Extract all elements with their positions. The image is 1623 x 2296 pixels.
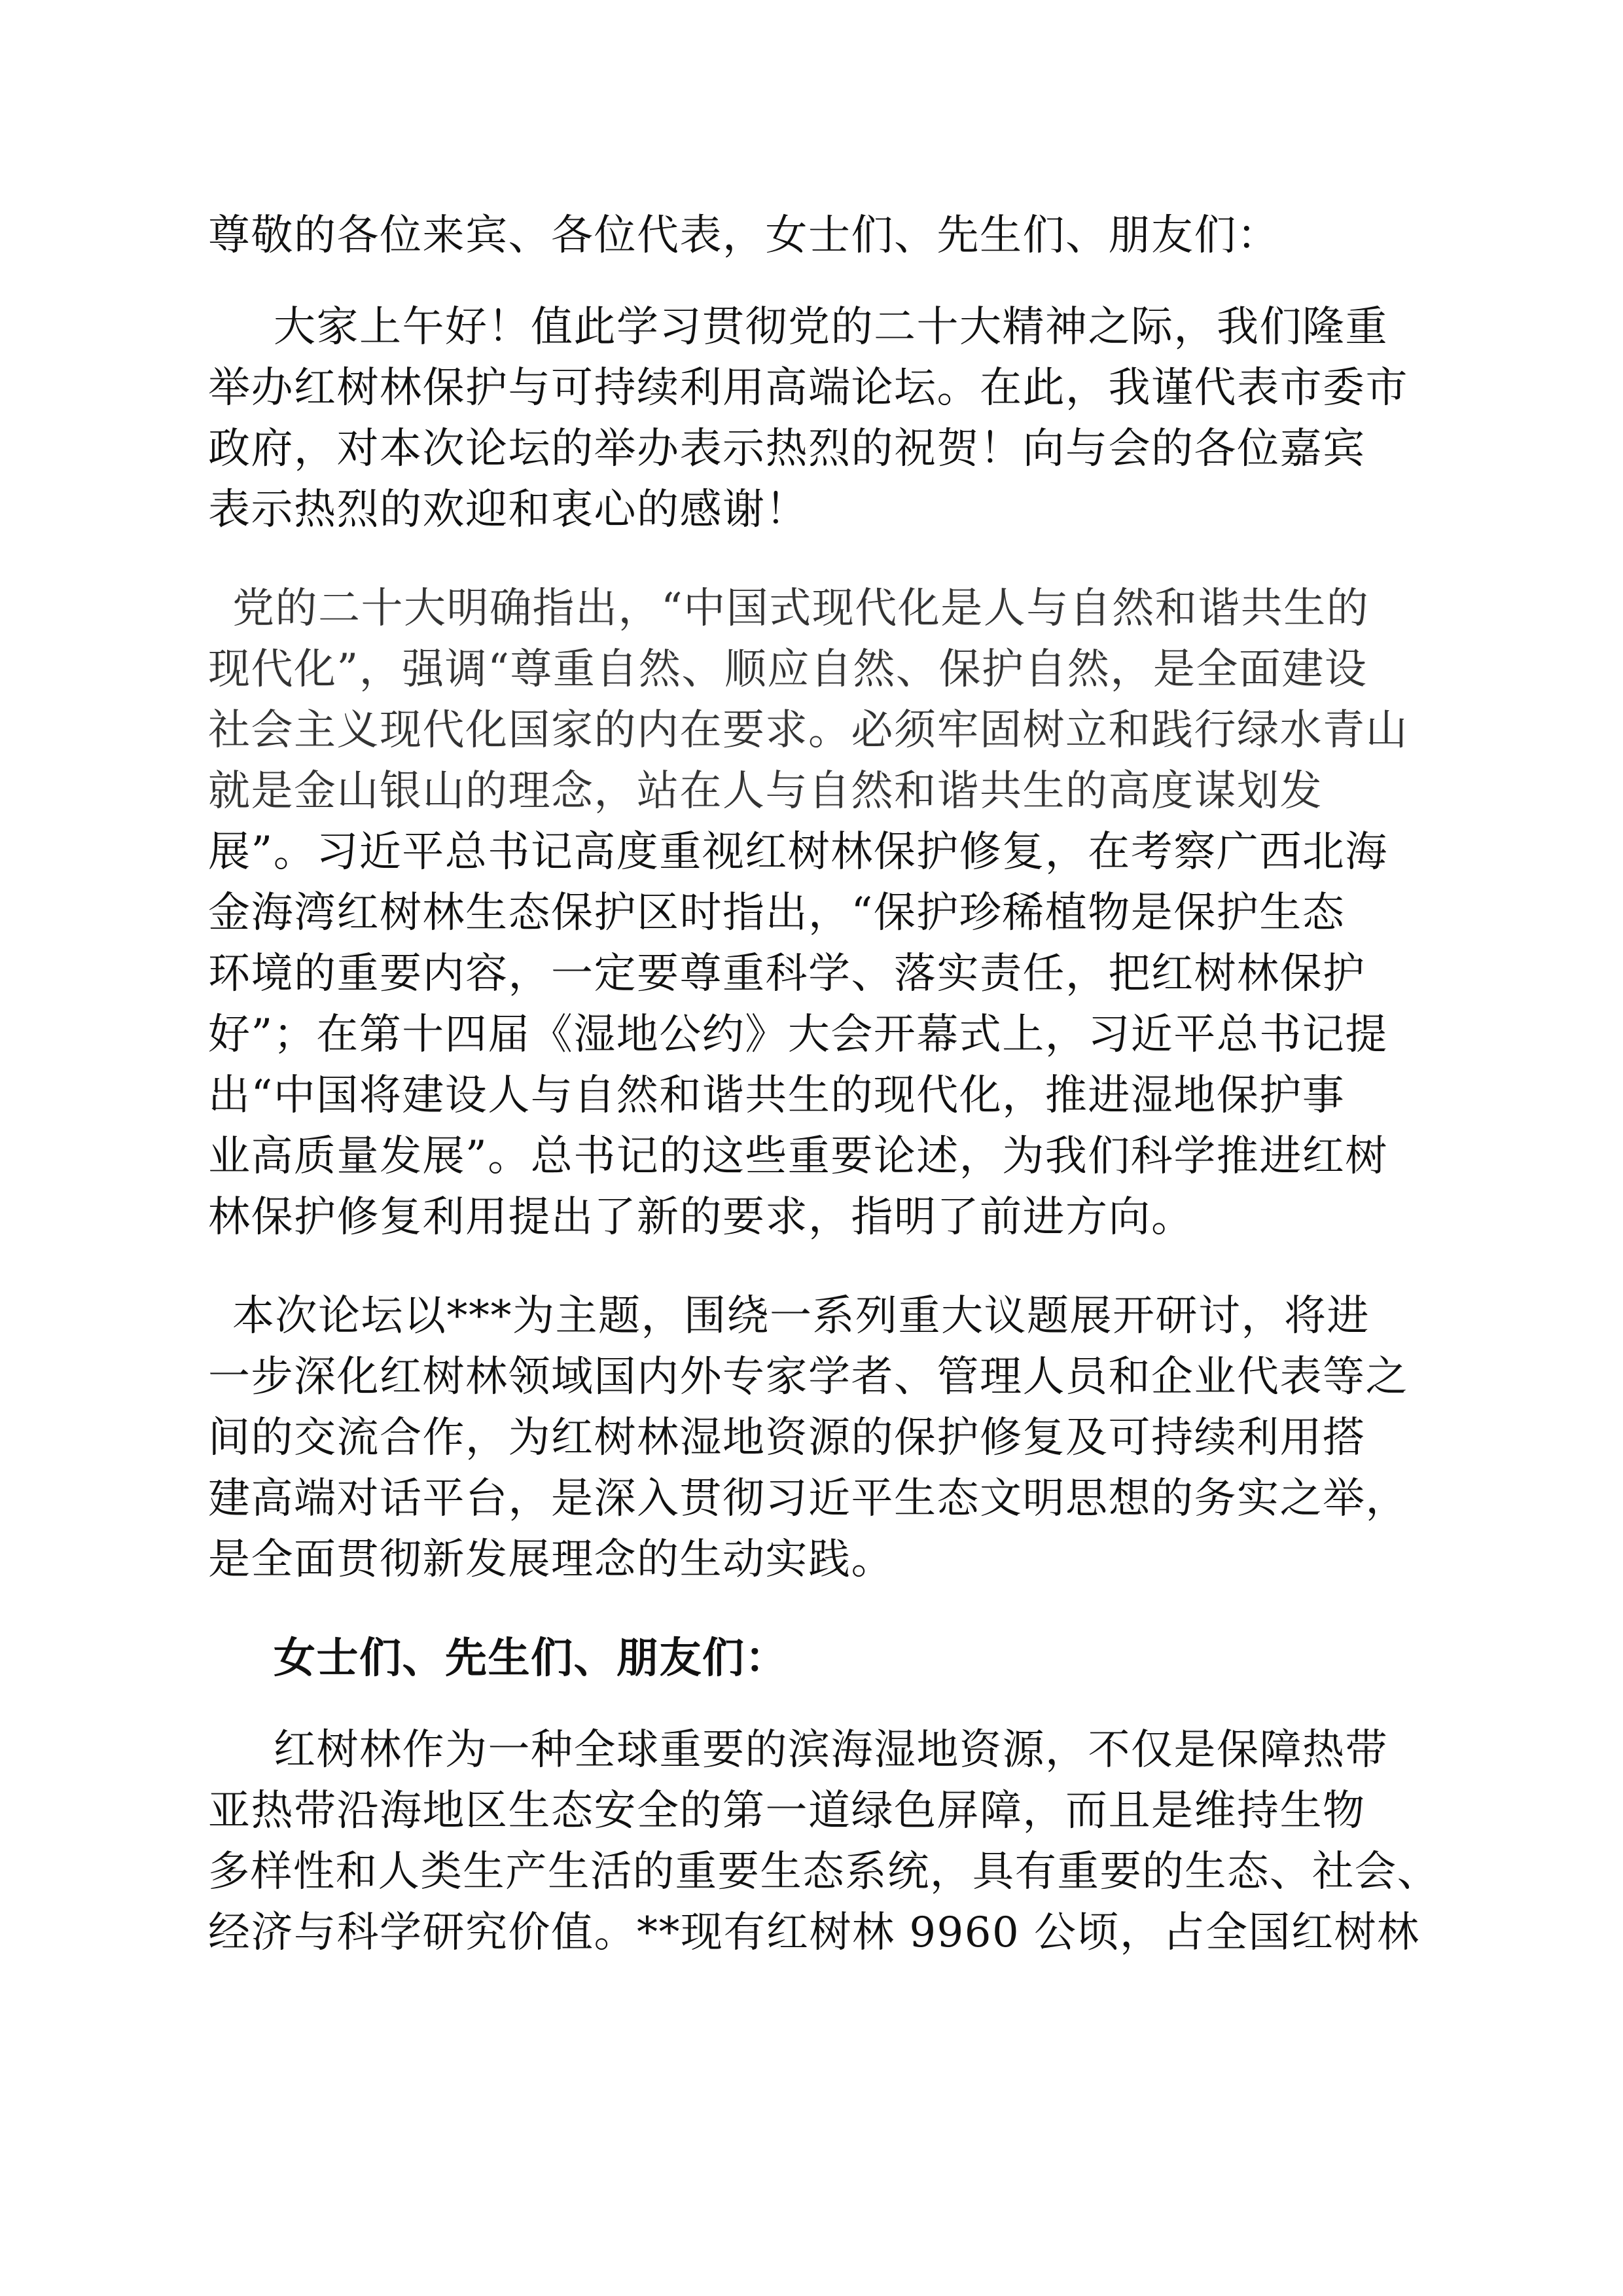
paragraph-line: 业高质量发展”。总书记的这些重要论述，为我们科学推进红树 <box>208 1132 1388 1181</box>
paragraph-line: 出“中国将建设人与自然和谐共生的现代化，推进湿地保护事 <box>208 1071 1346 1120</box>
paragraph-line: 亚热带沿海地区生态安全的第一道绿色屏障，而且是维持生物 <box>208 1787 1366 1835</box>
paragraph-line: 大家上午好！值此学习贯彻党的二十大精神之际，我们隆重 <box>274 303 1388 351</box>
paragraph-line: 政府，对本次论坛的举办表示热烈的祝贺！向与会的各位嘉宾 <box>208 425 1366 473</box>
paragraph-line: 社会主义现代化国家的内在要求。必须牢固树立和践行绿水青山 <box>208 706 1408 755</box>
salutation: 尊敬的各位来宾、各位代表，女士们、先生们、朋友们： <box>208 211 1280 260</box>
paragraph-line: 建高端对话平台，是深入贯彻习近平生态文明思想的务实之举， <box>208 1475 1408 1523</box>
section-heading: 女士们、先生们、朋友们： <box>274 1634 788 1683</box>
paragraph-line: 现代化”，强调“尊重自然、顺应自然、保护自然，是全面建设 <box>208 645 1368 694</box>
paragraph-line: 林保护修复利用提出了新的要求，指明了前进方向。 <box>208 1193 1194 1242</box>
paragraph-line: 环境的重要内容，一定要尊重科学、落实责任，把红树林保护 <box>208 950 1366 998</box>
paragraph-line: 金海湾红树林生态保护区时指出，“保护珍稀植物是保护生态 <box>208 889 1346 937</box>
paragraph-line: 本次论坛以***为主题，围绕一系列重大议题展开研讨，将进 <box>232 1292 1370 1340</box>
paragraph-line: 就是金山银山的理念，站在人与自然和谐共生的高度谋划发 <box>208 767 1323 816</box>
paragraph-line: 多样性和人类生产生活的重要生态系统，具有重要的生态、社会、 <box>208 1848 1440 1896</box>
paragraph-line: 经济与科学研究价值。**现有红树林 9960 公顷，占全国红树林 <box>208 1909 1420 1957</box>
paragraph-line: 展”。习近平总书记高度重视红树林保护修复，在考察广西北海 <box>208 828 1388 876</box>
paragraph-line: 间的交流合作，为红树林湿地资源的保护修复及可持续利用搭 <box>208 1414 1366 1462</box>
paragraph-line: 党的二十大明确指出，“中国式现代化是人与自然和谐共生的 <box>232 584 1370 633</box>
paragraph-line: 一步深化红树林领域国内外专家学者、管理人员和企业代表等之 <box>208 1353 1408 1401</box>
paragraph-line: 表示热烈的欢迎和衷心的感谢！ <box>208 486 808 534</box>
paragraph-line: 好”；在第十四届《湿地公约》大会开幕式上，习近平总书记提 <box>208 1011 1388 1059</box>
paragraph-line: 红树林作为一种全球重要的滨海湿地资源，不仅是保障热带 <box>274 1726 1388 1774</box>
paragraph-line: 是全面贯彻新发展理念的生动实践。 <box>208 1535 894 1584</box>
paragraph-line: 举办红树林保护与可持续利用高端论坛。在此，我谨代表市委市 <box>208 364 1408 412</box>
